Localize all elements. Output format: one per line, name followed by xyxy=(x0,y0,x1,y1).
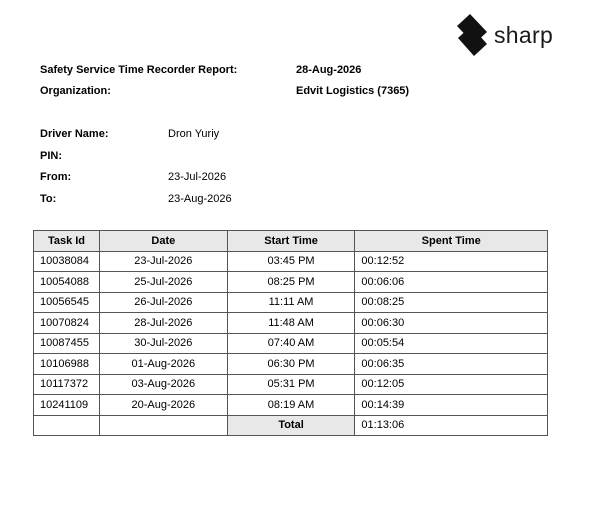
report-title-label: Safety Service Time Recorder Report: xyxy=(40,64,238,76)
table-row xyxy=(34,354,548,375)
date-cell: 30-Jul-2026 xyxy=(99,333,227,354)
date-cell: 26-Jul-2026 xyxy=(99,292,227,313)
task-id-cell: 10038084 xyxy=(34,251,100,272)
table-row xyxy=(34,395,548,416)
spent-time-cell: 00:12:52 xyxy=(355,251,548,272)
start-time-cell: 05:31 PM xyxy=(227,374,355,395)
table-row xyxy=(34,374,548,395)
task-id-cell: 10106988 xyxy=(34,354,100,375)
start-time-cell: 11:48 AM xyxy=(227,313,355,334)
to-label: To: xyxy=(40,193,57,205)
col-header-task-id: Task Id xyxy=(34,231,100,252)
to-date: 23-Aug-2026 xyxy=(168,193,232,205)
table-header-row xyxy=(34,231,548,252)
table-total-row xyxy=(34,415,548,436)
brand-logo xyxy=(455,14,553,56)
start-time-cell: 08:19 AM xyxy=(227,395,355,416)
date-cell: 01-Aug-2026 xyxy=(99,354,227,375)
organization-label: Organization: xyxy=(40,85,111,97)
organization-value: Edvit Logistics (7365) xyxy=(296,85,410,97)
table-row xyxy=(34,272,548,293)
task-id-cell: 10070824 xyxy=(34,313,100,334)
total-value: 01:13:06 xyxy=(355,415,548,436)
from-label: From: xyxy=(40,171,72,183)
logo-text: sharp xyxy=(494,21,554,48)
date-cell: 25-Jul-2026 xyxy=(99,272,227,293)
spent-time-cell: 00:05:54 xyxy=(355,333,548,354)
col-header-spent-time: Spent Time xyxy=(355,231,548,252)
report-date: 28-Aug-2026 xyxy=(296,64,362,76)
start-time-cell: 03:45 PM xyxy=(227,251,355,272)
task-id-cell: 10117372 xyxy=(34,374,100,395)
table-row xyxy=(34,292,548,313)
time-records-table xyxy=(33,230,548,436)
spent-time-cell: 00:08:25 xyxy=(355,292,548,313)
date-cell: 28-Jul-2026 xyxy=(99,313,227,334)
empty-cell xyxy=(99,415,227,436)
task-id-cell: 10087455 xyxy=(34,333,100,354)
date-cell: 23-Jul-2026 xyxy=(99,251,227,272)
total-label: Total xyxy=(227,415,355,436)
empty-cell xyxy=(34,415,100,436)
spent-time-cell: 00:06:30 xyxy=(355,313,548,334)
date-cell: 20-Aug-2026 xyxy=(99,395,227,416)
spent-time-cell: 00:14:39 xyxy=(355,395,548,416)
table-row xyxy=(34,313,548,334)
sharp-logo-icon xyxy=(455,14,489,56)
task-id-cell: 10054088 xyxy=(34,272,100,293)
driver-name-label: Driver Name: xyxy=(40,128,109,140)
spent-time-cell: 00:12:05 xyxy=(355,374,548,395)
pin-label: PIN: xyxy=(40,150,62,162)
date-cell: 03-Aug-2026 xyxy=(99,374,227,395)
start-time-cell: 07:40 AM xyxy=(227,333,355,354)
spent-time-cell: 00:06:35 xyxy=(355,354,548,375)
start-time-cell: 08:25 PM xyxy=(227,272,355,293)
task-id-cell: 10056545 xyxy=(34,292,100,313)
spent-time-cell: 00:06:06 xyxy=(355,272,548,293)
table-row xyxy=(34,251,548,272)
driver-name-value: Dron Yuriy xyxy=(168,128,220,140)
col-header-date: Date xyxy=(99,231,227,252)
start-time-cell: 11:11 AM xyxy=(227,292,355,313)
table-row xyxy=(34,333,548,354)
from-date: 23-Jul-2026 xyxy=(168,171,227,183)
start-time-cell: 06:30 PM xyxy=(227,354,355,375)
task-id-cell: 10241109 xyxy=(34,395,100,416)
col-header-start-time: Start Time xyxy=(227,231,355,252)
